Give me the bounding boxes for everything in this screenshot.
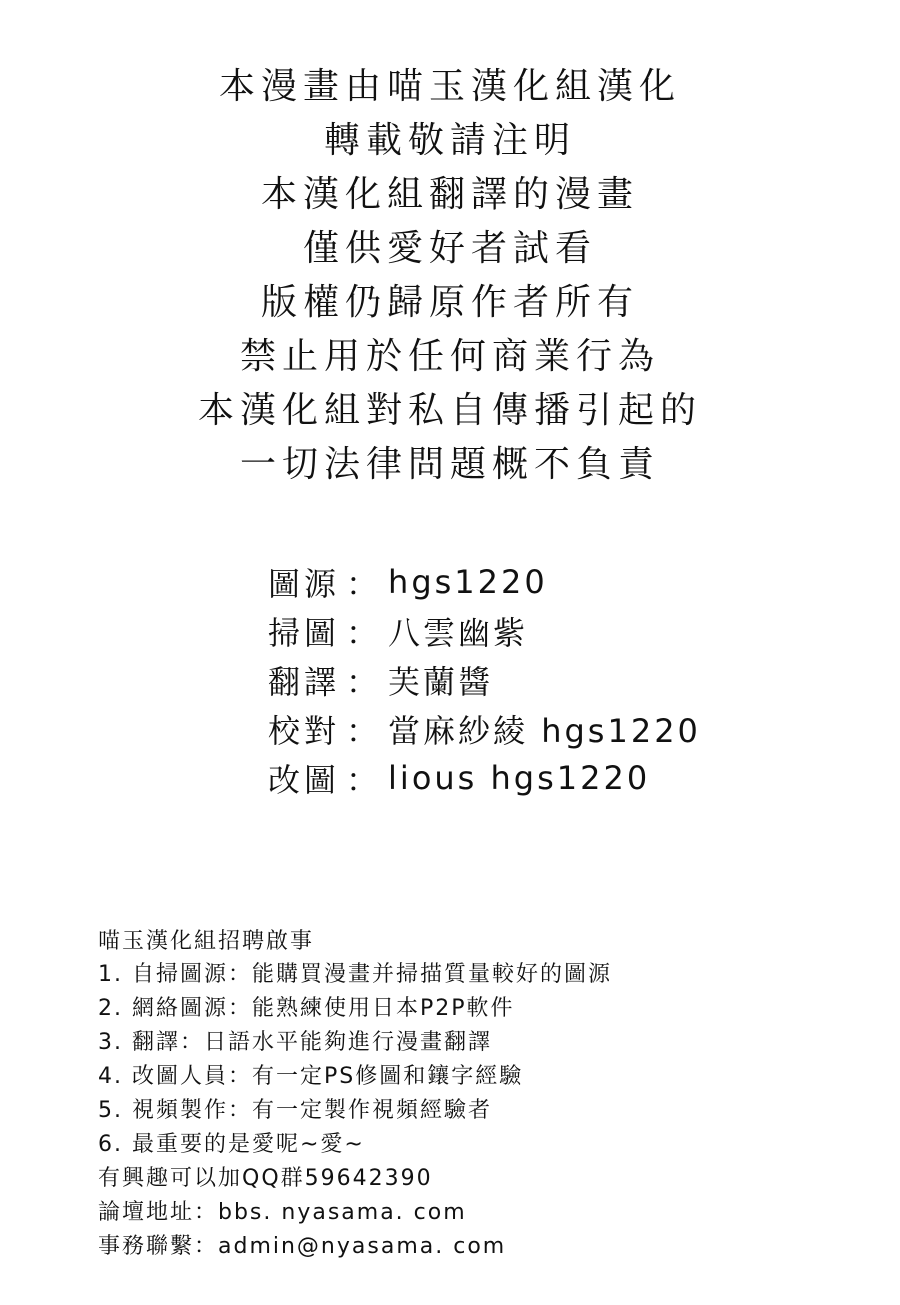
credit-names: lious hgs1220 xyxy=(388,758,651,797)
credit-separator: ： xyxy=(346,662,379,701)
recruitment-item: 5. 視頻製作：有一定製作視頻經驗者 xyxy=(98,1098,492,1123)
credit-role: 改圖 xyxy=(268,760,341,799)
credit-names: hgs1220 xyxy=(388,562,548,601)
recruitment-item: 1. 自掃圖源：能購買漫畫并掃描質量較好的圖源 xyxy=(98,962,612,987)
credit-names: 當麻紗綾 hgs1220 xyxy=(388,711,701,750)
disclaimer-line: 本漢化組翻譯的漫畫 xyxy=(260,174,639,215)
disclaimer-line: 僅供愛好者試看 xyxy=(302,228,597,269)
disclaimer-line: 轉載敬請注明 xyxy=(323,120,576,161)
recruitment-notice xyxy=(98,925,878,1264)
credit-separator: ： xyxy=(346,760,379,799)
recruitment-item: 3. 翻譯：日語水平能夠進行漫畫翻譯 xyxy=(98,1030,492,1055)
credit-row-edit xyxy=(268,753,868,802)
credit-role: 校對 xyxy=(268,711,341,750)
recruitment-item: 2. 網絡圖源：能熟練使用日本P2P軟件 xyxy=(98,996,515,1021)
credit-names: 芙蘭醬 xyxy=(388,662,494,701)
recruitment-item: 6. 最重要的是愛呢~愛~ xyxy=(98,1132,365,1157)
contact-email-line: 事務聯繫：admin@nyasama. com xyxy=(98,1234,507,1259)
credit-separator: ： xyxy=(346,711,379,750)
disclaimer-line: 版權仍歸原作者所有 xyxy=(260,282,639,323)
credit-role: 掃圖 xyxy=(268,613,341,652)
disclaimer-line: 一切法律問題概不負責 xyxy=(239,444,660,485)
qq-group-line: 有興趣可以加QQ群59642390 xyxy=(98,1166,433,1191)
credit-separator: ： xyxy=(346,613,379,652)
credit-names: 八雲幽紫 xyxy=(388,613,529,652)
disclaimer-line: 本漢化組對私自傳播引起的 xyxy=(197,390,702,431)
disclaimer-line: 禁止用於任何商業行為 xyxy=(239,336,660,377)
disclaimer-block xyxy=(0,60,900,492)
credit-row-proofread xyxy=(268,704,868,753)
recruitment-item: 4. 改圖人員：有一定PS修圖和鑲字經驗 xyxy=(98,1064,524,1089)
credit-role: 翻譯 xyxy=(268,662,341,701)
forum-address-line: 論壇地址：bbs. nyasama. com xyxy=(98,1200,467,1225)
credit-separator: ： xyxy=(346,564,379,603)
disclaimer-line: 本漫畫由喵玉漢化組漢化 xyxy=(218,66,681,107)
credit-row-scan xyxy=(268,606,868,655)
credit-row-translation xyxy=(268,655,868,704)
credit-role: 圖源 xyxy=(268,564,341,603)
recruitment-title: 喵玉漢化組招聘啟事 xyxy=(98,929,315,954)
credit-row-source xyxy=(268,557,868,606)
staff-credits xyxy=(268,557,868,802)
